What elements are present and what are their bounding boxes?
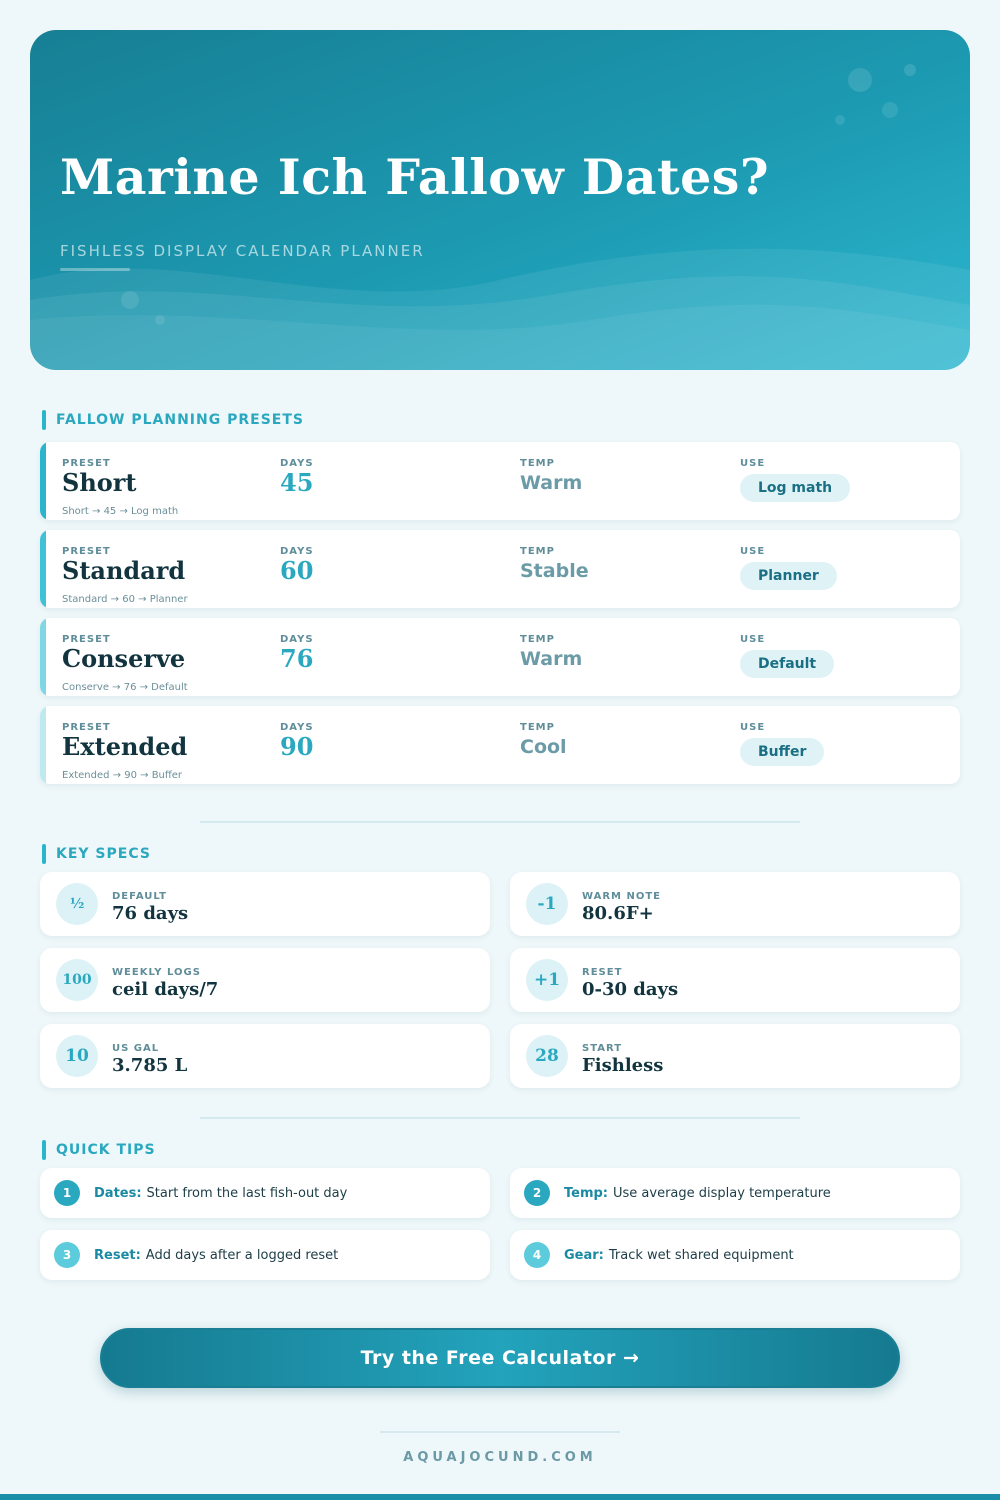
preset-label: PRESET	[62, 722, 111, 733]
preset-temp: Warm	[520, 648, 583, 670]
section-marker	[42, 844, 46, 864]
tip-text: Use average display temperature	[613, 1185, 831, 1201]
spec-value: 0-30 days	[582, 979, 679, 1000]
use-label: USE	[740, 634, 766, 645]
spec-label: WARM NOTE	[582, 891, 661, 902]
page-title: Marine Ich Fallow Dates?	[60, 148, 770, 206]
preset-days: 90	[280, 732, 314, 761]
preset-summary: Standard → 60 → Planner	[62, 594, 188, 605]
spec-badge: 100	[56, 959, 98, 1001]
tip-card-gear	[510, 1230, 960, 1280]
tip-card-temp	[510, 1168, 960, 1218]
spec-value: 76 days	[112, 903, 189, 924]
days-label: DAYS	[280, 634, 314, 645]
preset-label: PRESET	[62, 546, 111, 557]
tip-text: Add days after a logged reset	[145, 1247, 339, 1263]
preset-days: 76	[280, 644, 314, 673]
preset-row-conserve	[40, 618, 960, 696]
footer-divider	[380, 1431, 620, 1433]
spec-label: WEEKLY LOGS	[112, 967, 201, 978]
tip-card-dates	[40, 1168, 490, 1218]
preset-temp: Warm	[520, 472, 583, 494]
spec-card-warm-note	[510, 872, 960, 936]
preset-name: Standard	[62, 556, 186, 585]
site-link[interactable]: AQUAJOCUND.COM	[403, 1450, 597, 1465]
presets-heading	[42, 410, 304, 430]
spec-label: DEFAULT	[112, 891, 167, 902]
preset-accent	[40, 618, 46, 696]
use-label: USE	[740, 458, 766, 469]
temp-label: TEMP	[520, 722, 555, 733]
spec-label: US GAL	[112, 1043, 160, 1054]
tip-key: Dates:	[94, 1185, 142, 1201]
preset-accent	[40, 442, 46, 520]
tip-card-reset	[40, 1230, 490, 1280]
temp-label: TEMP	[520, 546, 555, 557]
use-label: USE	[740, 722, 766, 733]
days-label: DAYS	[280, 722, 314, 733]
days-label: DAYS	[280, 546, 314, 557]
preset-summary: Conserve → 76 → Default	[62, 682, 188, 693]
tip-number: 4	[524, 1242, 550, 1268]
specs-heading-text: KEY SPECS	[56, 846, 151, 862]
preset-use-badge: Default	[740, 650, 834, 678]
tip-text: Start from the last fish-out day	[146, 1185, 348, 1201]
bottom-bar	[0, 1494, 1000, 1500]
tip-text: Track wet shared equipment	[608, 1247, 794, 1263]
preset-summary: Short → 45 → Log math	[62, 506, 179, 517]
temp-label: TEMP	[520, 634, 555, 645]
preset-temp: Cool	[520, 736, 567, 758]
preset-row-extended	[40, 706, 960, 784]
spec-label: RESET	[582, 967, 623, 978]
hero-banner	[30, 30, 970, 370]
use-label: USE	[740, 546, 766, 557]
tip-key: Temp:	[564, 1185, 609, 1201]
spec-card-reset	[510, 948, 960, 1012]
spec-badge: -1	[526, 883, 568, 925]
preset-use-badge: Log math	[740, 474, 850, 502]
spec-value: 3.785 L	[112, 1055, 188, 1076]
preset-label: PRESET	[62, 458, 111, 469]
spec-value: 80.6F+	[582, 903, 654, 924]
spec-badge: ½	[56, 883, 98, 925]
tip-number: 3	[54, 1242, 80, 1268]
preset-days: 45	[280, 468, 314, 497]
try-calculator-button[interactable]: Try the Free Calculator →	[100, 1328, 900, 1388]
preset-row-standard	[40, 530, 960, 608]
spec-label: START	[582, 1043, 623, 1054]
section-marker	[42, 410, 46, 430]
preset-days: 60	[280, 556, 314, 585]
preset-use-badge: Buffer	[740, 738, 824, 766]
presets-heading-text: FALLOW PLANNING PRESETS	[56, 412, 304, 428]
preset-label: PRESET	[62, 634, 111, 645]
preset-summary: Extended → 90 → Buffer	[62, 770, 183, 781]
preset-name: Short	[62, 468, 137, 497]
tip-key: Gear:	[564, 1247, 604, 1263]
spec-value: ceil days/7	[112, 979, 219, 1000]
tip-number: 2	[524, 1180, 550, 1206]
section-divider	[200, 821, 800, 823]
title-underline	[60, 268, 130, 271]
spec-card-default	[40, 872, 490, 936]
preset-use-badge: Planner	[740, 562, 837, 590]
tips-heading	[42, 1140, 156, 1160]
preset-accent	[40, 530, 46, 608]
tip-key: Reset:	[94, 1247, 141, 1263]
preset-accent	[40, 706, 46, 784]
preset-temp: Stable	[520, 560, 589, 582]
spec-badge: +1	[526, 959, 568, 1001]
tip-number: 1	[54, 1180, 80, 1206]
page-subtitle: FISHLESS DISPLAY CALENDAR PLANNER	[60, 242, 425, 260]
spec-card-us-gal	[40, 1024, 490, 1088]
days-label: DAYS	[280, 458, 314, 469]
spec-card-weekly-logs	[40, 948, 490, 1012]
tips-heading-text: QUICK TIPS	[56, 1142, 156, 1158]
preset-row-short	[40, 442, 960, 520]
preset-name: Extended	[62, 732, 188, 761]
section-marker	[42, 1140, 46, 1160]
specs-heading	[42, 844, 151, 864]
spec-badge: 10	[56, 1035, 98, 1077]
preset-name: Conserve	[62, 644, 186, 673]
temp-label: TEMP	[520, 458, 555, 469]
section-divider	[200, 1117, 800, 1119]
spec-card-start	[510, 1024, 960, 1088]
spec-value: Fishless	[582, 1055, 664, 1076]
spec-badge: 28	[526, 1035, 568, 1077]
